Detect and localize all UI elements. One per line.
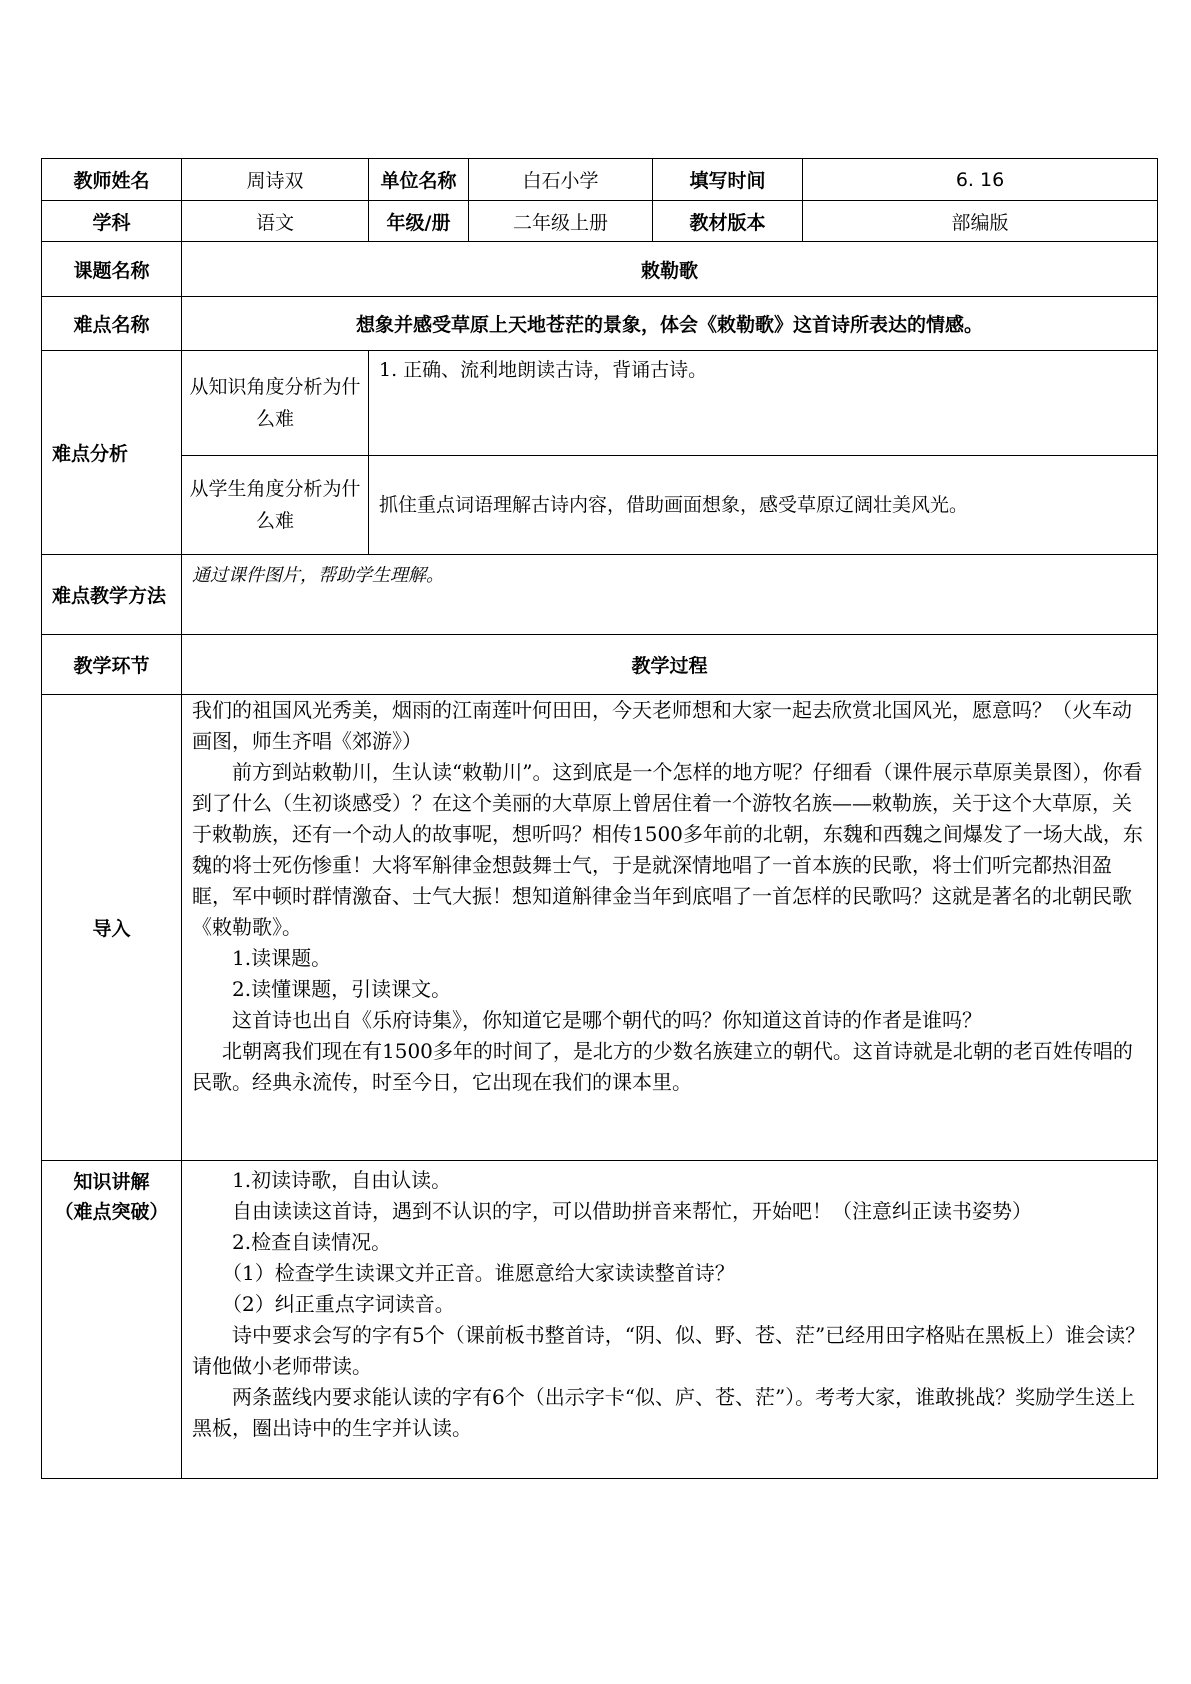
knowledge-paragraph: （2）纠正重点字词读音。 [222, 1292, 455, 1316]
date-value: 6. 16 [803, 159, 1158, 201]
intro-paragraph: 2.读懂课题，引读课文。 [232, 977, 452, 1001]
unit-label: 单位名称 [369, 159, 469, 201]
process-label: 教学环节 [42, 635, 182, 695]
student-angle-label: 从学生角度分析为什么难 [182, 456, 369, 555]
date-label: 填写时间 [653, 159, 803, 201]
unit-value: 白石小学 [469, 159, 653, 201]
intro-paragraph: 我们的祖国风光秀美，烟雨的江南莲叶何田田，今天老师想和大家一起去欣赏北国风光，愿意吗？（火车动画图，师生齐唱《郊游》） [192, 698, 1132, 753]
knowledge-paragraph: 1.初读诗歌，自由认读。 [232, 1168, 452, 1192]
student-angle-value: 抓住重点词语理解古诗内容，借助画面想象，感受草原辽阔壮美风光。 [369, 456, 1158, 555]
intro-paragraph: 这首诗也出自《乐府诗集》，你知道它是哪个朝代的吗？你知道这首诗的作者是谁吗？ [232, 1008, 982, 1032]
analysis-row-knowledge [42, 351, 1158, 456]
knowledge-label-line2: （难点突破） [54, 1201, 169, 1223]
knowledge-paragraph: 两条蓝线内要求能认读的字有6个（出示字卡“似、庐、苍、茫”）。考考大家，谁敢挑战？奖励学生送上黑板，圈出诗中的生字并认读。 [192, 1385, 1136, 1440]
teacher-value: 周诗双 [182, 159, 369, 201]
method-row [42, 555, 1158, 635]
subject-label: 学科 [42, 201, 182, 242]
intro-row [42, 695, 1158, 1161]
difficulty-row [42, 297, 1158, 351]
knowledge-angle-value: 1. 正确、流利地朗读古诗，背诵古诗。 [369, 351, 1158, 456]
knowledge-paragraph: （1）检查学生读课文并正音。谁愿意给大家读读整首诗？ [222, 1261, 735, 1285]
analysis-label: 难点分析 [42, 351, 182, 555]
topic-row [42, 242, 1158, 297]
intro-paragraph: 前方到站敕勒川，生认读“敕勒川”。这到底是一个怎样的地方呢？仔细看（课件展示草原美景图），你看到了什么（生初谈感受）？在这个美丽的大草原上曾居住着一个游牧名族——敕勒族，关于这个大草原，关于敕勒族，还有一个动人的故事呢，想听吗？相传1500多年前的北朝，东魏和西魏之间爆发了一场大战，东魏的将士死伤惨重！大将军斛律金想鼓舞士气，于是就深情地唱了一首本族的民歌，将士们听完都热泪盈眶，军中顿时群情激奋、士气大振！想知道斛律金当年到底唱了一首怎样的民歌吗？这就是著名的北朝民歌《敕勒歌》。 [192, 760, 1143, 939]
knowledge-label-line1: 知识讲解 [73, 1171, 150, 1193]
difficulty-label: 难点名称 [42, 297, 182, 351]
process-value: 教学过程 [182, 635, 1158, 695]
knowledge-paragraph: 2.检查自读情况。 [232, 1230, 392, 1254]
analysis-row-student [42, 456, 1158, 555]
intro-label: 导入 [42, 695, 182, 1161]
info-row-1 [42, 159, 1158, 201]
knowledge-label [42, 1161, 182, 1479]
teacher-label: 教师姓名 [42, 159, 182, 201]
method-label: 难点教学方法 [42, 555, 182, 635]
edition-value: 部编版 [803, 201, 1158, 242]
method-value: 通过课件图片，帮助学生理解。 [182, 555, 1158, 635]
intro-content [182, 695, 1158, 1161]
knowledge-row [42, 1161, 1158, 1479]
knowledge-paragraph: 自由读读这首诗，遇到不认识的字，可以借助拼音来帮忙，开始吧！（注意纠正读书姿势） [232, 1199, 1032, 1223]
intro-paragraph: 北朝离我们现在有1500多年的时间了，是北方的少数名族建立的朝代。这首诗就是北朝的老百姓传唱的民歌。经典永流传，时至今日，它出现在我们的课本里。 [192, 1039, 1133, 1094]
knowledge-paragraph: 诗中要求会写的字有5个（课前板书整首诗，“阴、似、野、苍、茫”已经用田字格贴在黑板上）谁会读？请他做小老师带读。 [192, 1323, 1146, 1378]
lesson-plan-table [41, 158, 1158, 1479]
topic-value: 敕勒歌 [182, 242, 1158, 297]
grade-value: 二年级上册 [469, 201, 653, 242]
topic-label: 课题名称 [42, 242, 182, 297]
knowledge-content [182, 1161, 1158, 1479]
knowledge-angle-label: 从知识角度分析为什么难 [182, 351, 369, 456]
intro-paragraph: 1.读课题。 [232, 946, 332, 970]
difficulty-value: 想象并感受草原上天地苍茫的景象，体会《敕勒歌》这首诗所表达的情感。 [182, 297, 1158, 351]
edition-label: 教材版本 [653, 201, 803, 242]
grade-label: 年级/册 [369, 201, 469, 242]
info-row-2 [42, 201, 1158, 242]
process-header-row [42, 635, 1158, 695]
subject-value: 语文 [182, 201, 369, 242]
